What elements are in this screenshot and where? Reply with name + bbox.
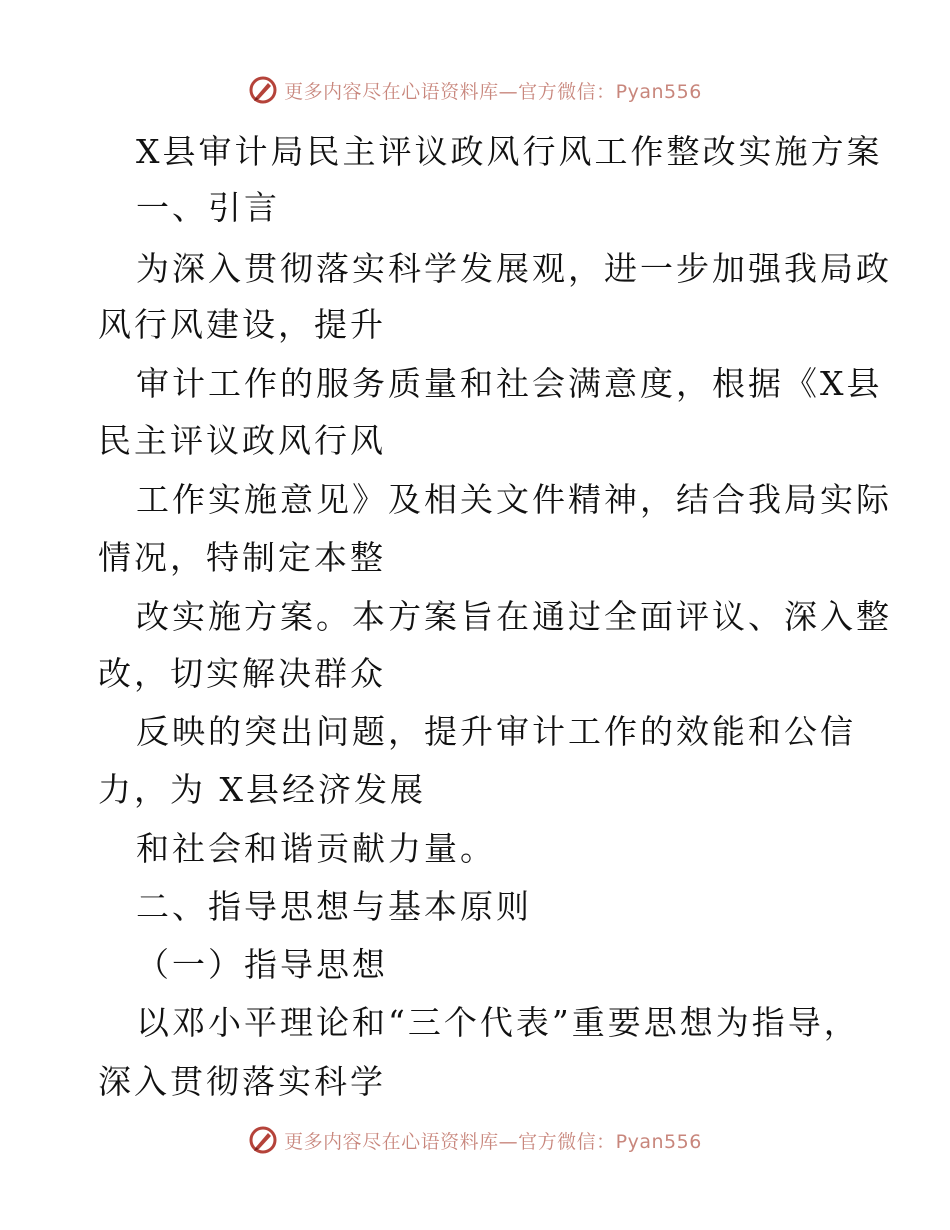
header-watermark: [0, 72, 950, 108]
paragraph-line: 工作实施意见》及相关文件精神，结合我局实际: [136, 480, 892, 519]
footer-watermark: [0, 1122, 950, 1158]
section-heading: 二、指导思想与基本原则: [136, 887, 532, 926]
watermark-text: 更多内容尽在心语资料库—官方微信：Pyan556: [284, 1130, 702, 1153]
paragraph-line: 力，为 X县经济发展: [98, 770, 426, 809]
watermark-text: 更多内容尽在心语资料库—官方微信：Pyan556: [284, 80, 702, 103]
subsection-heading: （一）指导思想: [136, 945, 388, 984]
paragraph-line: 民主评议政风行风: [98, 421, 386, 460]
paragraph-line: 审计工作的服务质量和社会满意度，根据《X县: [136, 364, 883, 403]
paragraph-line: 和社会和谐贡献力量。: [136, 829, 496, 868]
paragraph-line: 改实施方案。本方案旨在通过全面评议、深入整: [136, 597, 892, 636]
paragraph-line: 深入贯彻落实科学: [98, 1062, 386, 1101]
quill-seal-icon: [248, 1125, 278, 1155]
paragraph-line: 以邓小平理论和“三个代表”重要思想为指导，: [136, 1003, 860, 1042]
document-title: X县审计局民主评议政风行风工作整改实施方案: [136, 132, 883, 171]
quill-seal-icon: [248, 75, 278, 105]
paragraph-line: 反映的突出问题，提升审计工作的效能和公信: [136, 712, 856, 751]
paragraph-line: 情况，特制定本整: [98, 538, 386, 577]
paragraph-line: 风行风建设，提升: [98, 305, 386, 344]
paragraph-line: 为深入贯彻落实科学发展观，进一步加强我局政: [136, 249, 892, 288]
section-heading: 一、引言: [136, 188, 280, 227]
paragraph-line: 改，切实解决群众: [98, 654, 386, 693]
